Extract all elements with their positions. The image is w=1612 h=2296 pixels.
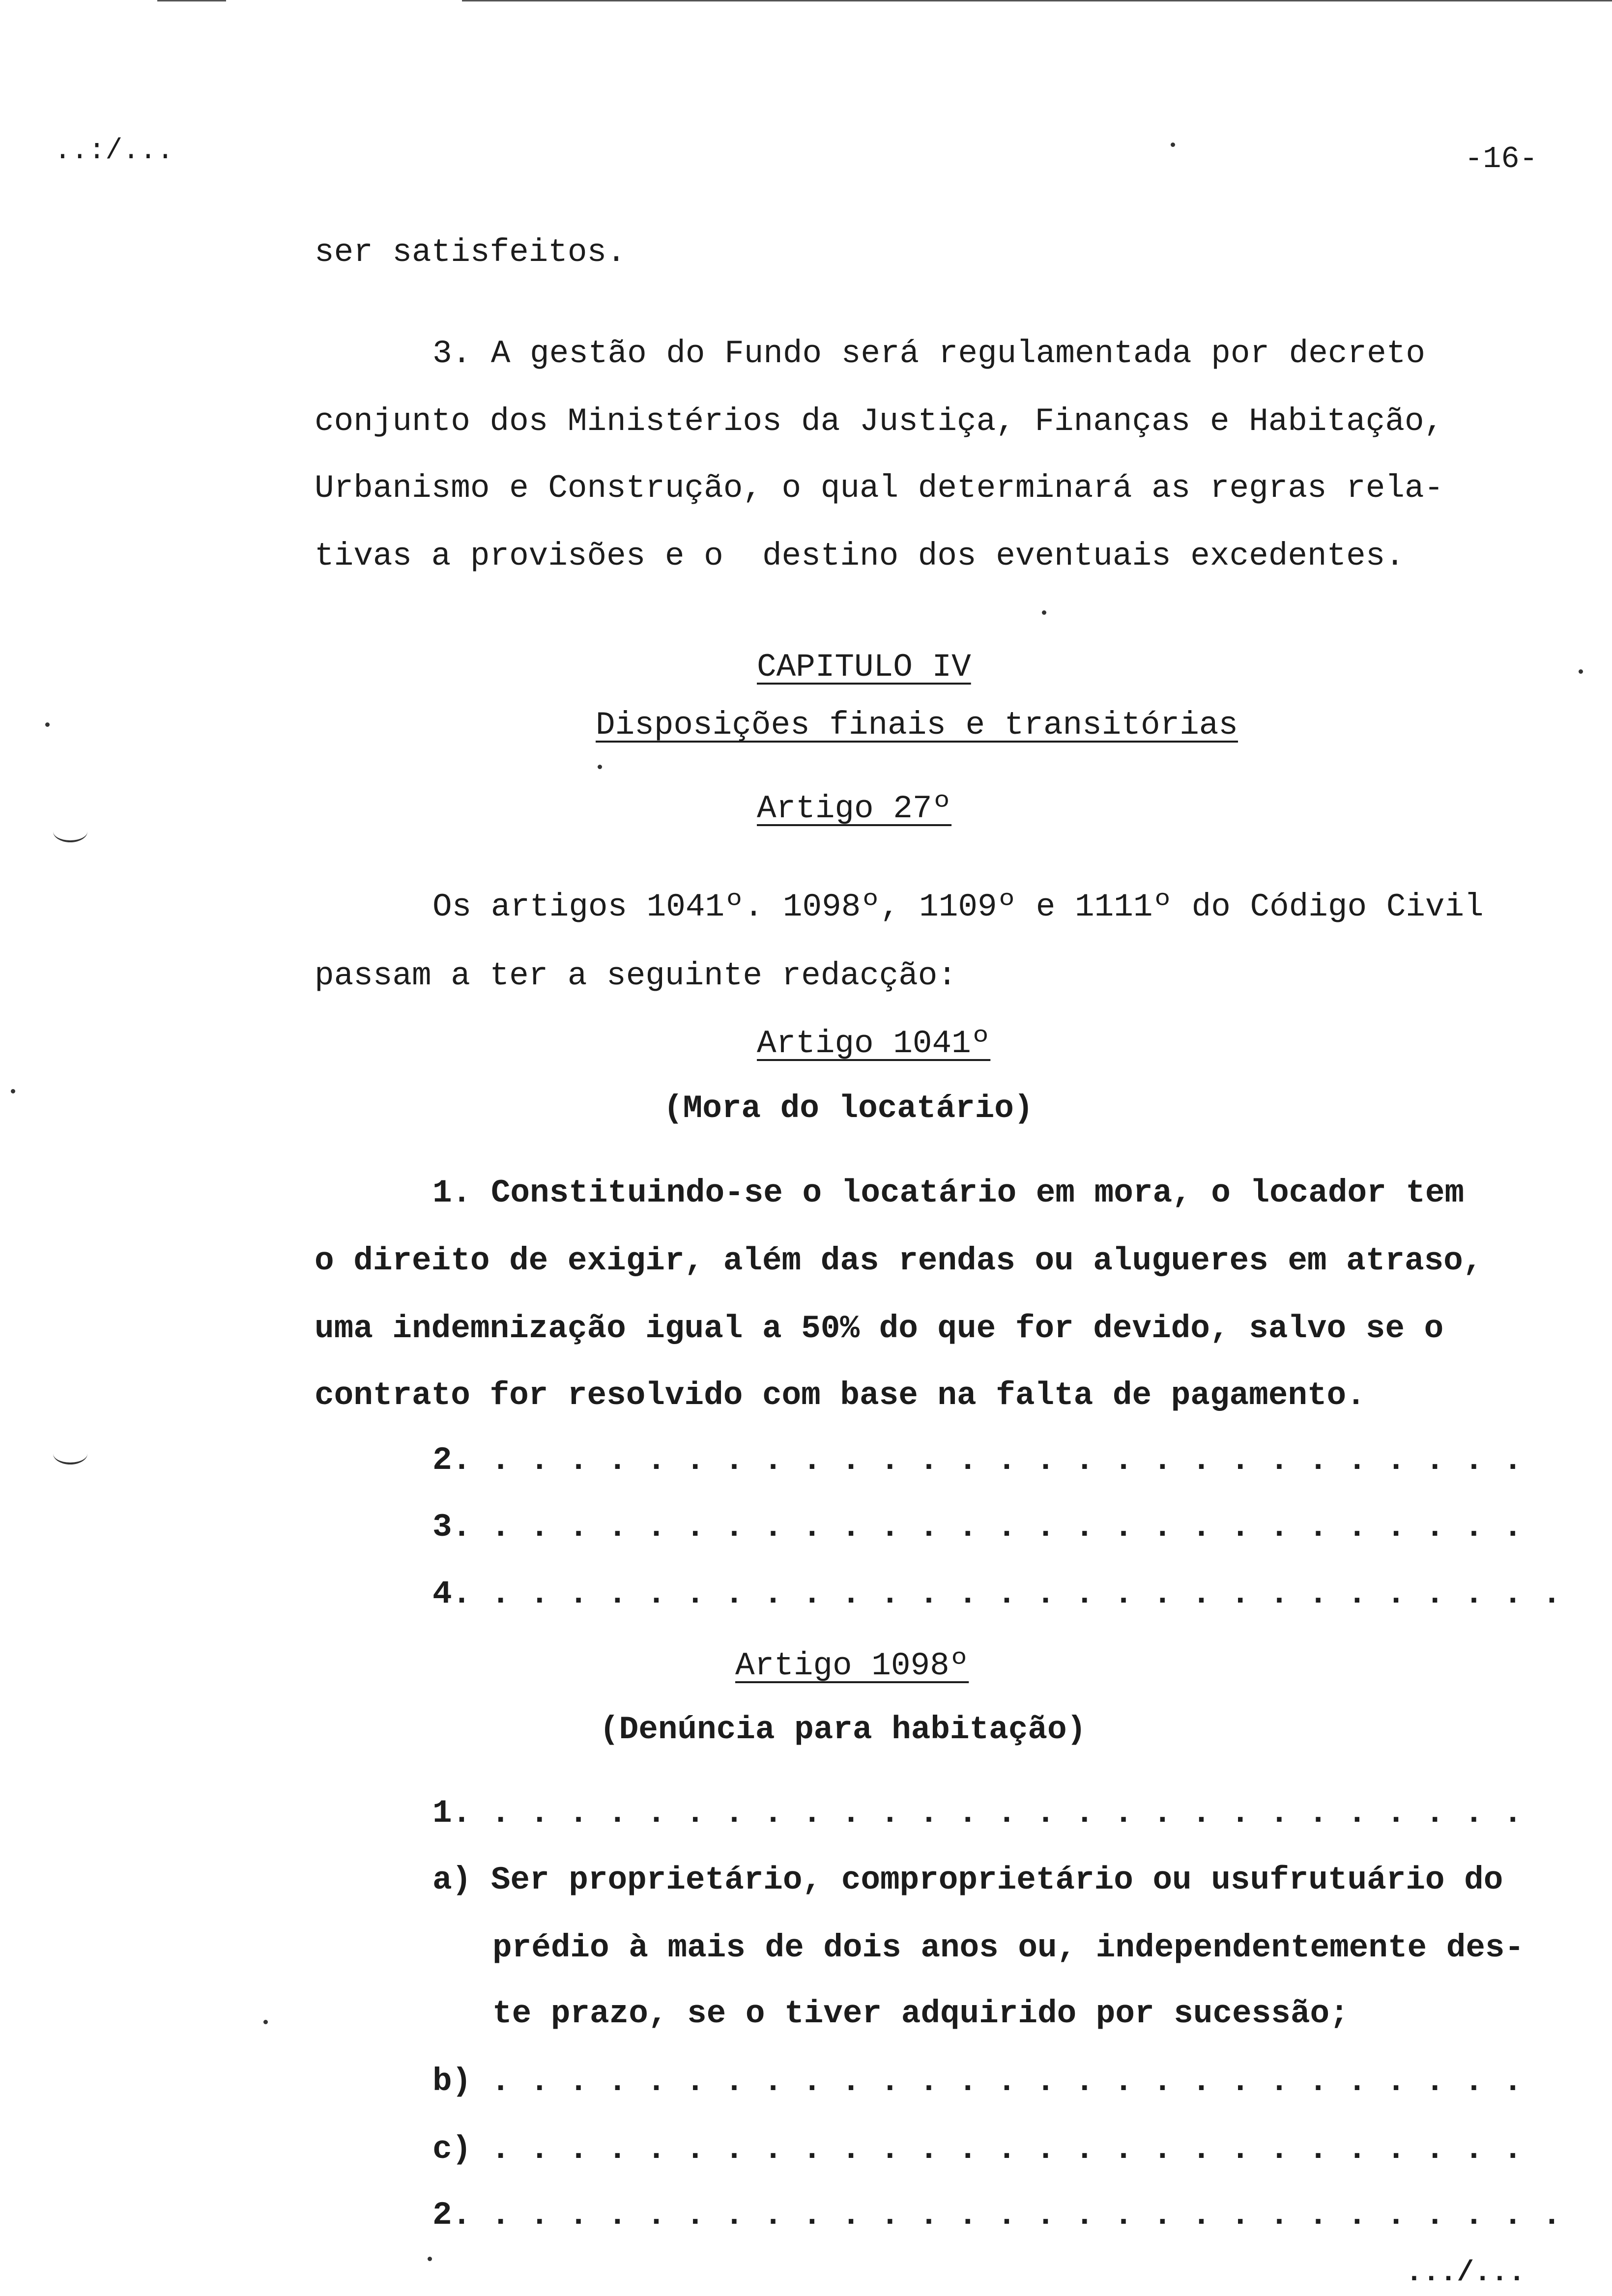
- scan-speck-icon: [11, 1089, 15, 1093]
- elided-item: 1. . . . . . . . . . . . . . . . . . . . . . . . . . . .: [432, 1795, 1523, 1832]
- elided-item: 2. . . . . . . . . . . . . . . . . . . . . . . . . . . . .: [432, 2197, 1562, 2234]
- scan-mark-icon: [53, 821, 87, 842]
- text-line: 3. A gestão do Fundo será regulamentada por decreto: [432, 335, 1425, 372]
- top-rule-right: [462, 0, 1612, 1]
- scan-mark-icon: [53, 1443, 87, 1464]
- article-heading: Artigo 1041º: [757, 1025, 991, 1062]
- text-line: Urbanismo e Construção, o qual determinará as regras rela-: [315, 470, 1444, 507]
- elided-item: c) . . . . . . . . . . . . . . . . . . . . . . . . . . .: [432, 2131, 1523, 2168]
- scan-speck-icon: [1042, 610, 1046, 615]
- text-line: o direito de exigir, além das rendas ou alugueres em atraso,: [315, 1242, 1483, 1279]
- article-heading: Artigo 27º: [757, 790, 952, 827]
- elided-item: 3. . . . . . . . . . . . . . . . . . . . . . . . . . . .: [432, 1509, 1523, 1546]
- page-number: -16-: [1465, 142, 1538, 176]
- scan-speck-icon: [1171, 143, 1175, 147]
- text-line: contrato for resolvido com base na falta de pagamento.: [315, 1377, 1366, 1414]
- scan-speck-icon: [1579, 669, 1583, 674]
- article-heading: Artigo 1098º: [735, 1647, 969, 1684]
- chapter-title: CAPITULO IV: [757, 649, 971, 686]
- scan-speck-icon: [428, 2257, 432, 2261]
- scan-speck-icon: [45, 722, 50, 727]
- scan-speck-icon: [598, 765, 602, 769]
- text-line: Os artigos 1041º. 1098º, 1109º e 1111º do Código Civil: [432, 889, 1484, 925]
- text-line: tivas a provisões e o destino dos eventuais excedentes.: [315, 538, 1405, 574]
- list-item: a) Ser proprietário, comproprietário ou usufrutuário do: [432, 1862, 1503, 1898]
- chapter-subtitle: Disposições finais e transitórias: [596, 707, 1238, 744]
- footer-continuation: .../...: [1406, 2257, 1526, 2289]
- text-line: passam a ter a seguinte redacção:: [315, 957, 957, 994]
- article-caption: (Mora do locatário): [663, 1090, 1034, 1127]
- list-item-continuation: te prazo, se o tiver adquirido por sucessão;: [492, 1995, 1349, 2032]
- text-line: ser satisfeitos.: [315, 234, 626, 271]
- elided-item: 4. . . . . . . . . . . . . . . . . . . . . . . . . . . . .: [432, 1576, 1562, 1612]
- elided-item: 2. . . . . . . . . . . . . . . . . . . . . . . . . . . .: [432, 1442, 1523, 1479]
- article-caption: (Denúncia para habitação): [600, 1711, 1087, 1748]
- list-item-continuation: prédio à mais de dois anos ou, independentemente des-: [492, 1929, 1525, 1966]
- text-line: conjunto dos Ministérios da Justiça, Finanças e Habitação,: [315, 403, 1444, 440]
- continuation-mark: ..:/...: [54, 135, 174, 167]
- elided-item: b) . . . . . . . . . . . . . . . . . . . . . . . . . . .: [432, 2063, 1523, 2100]
- text-line: uma indemnização igual a 50% do que for devido, salvo se o: [315, 1310, 1444, 1347]
- text-line: 1. Constituindo-se o locatário em mora, o locador tem: [432, 1175, 1465, 1211]
- scan-speck-icon: [263, 2020, 268, 2024]
- top-rule-left: [157, 0, 226, 1]
